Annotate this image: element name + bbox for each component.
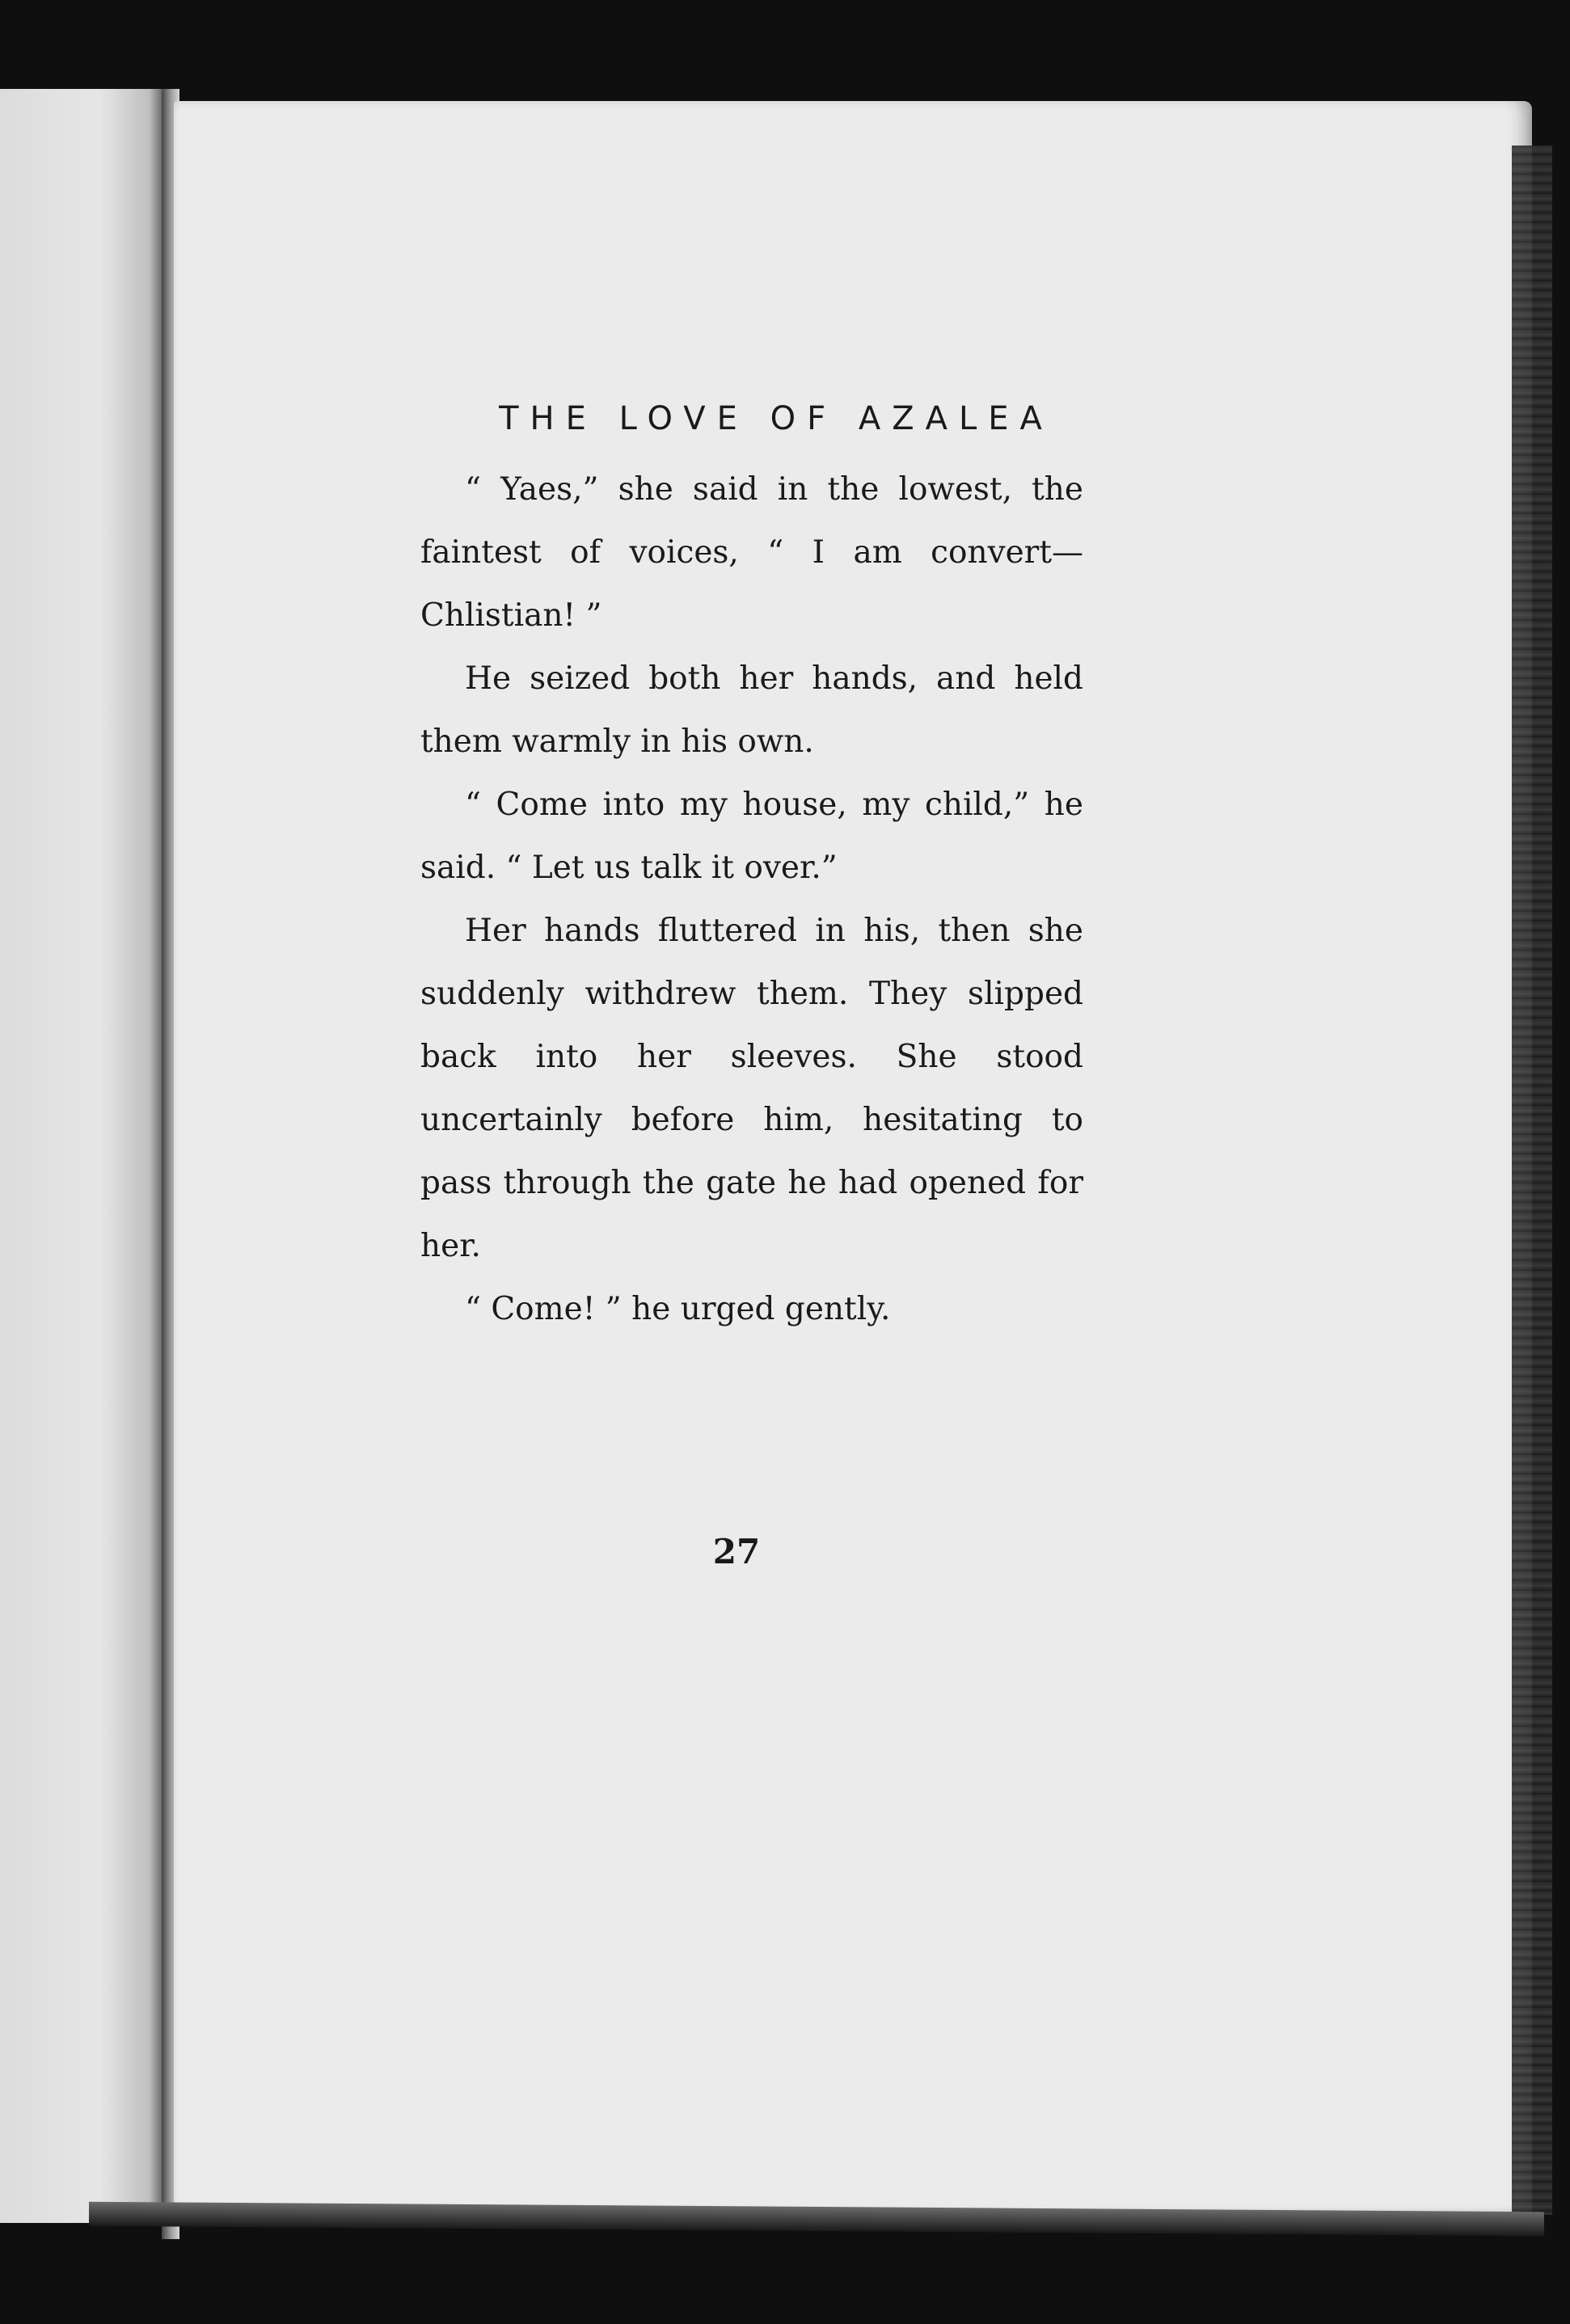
- paragraph: Her hands fluttered in his, then she suddenly withdrew them. They slipped back into her sleeves. She stood uncertainly before him, hesitating to pass through the gate he had opened for her.: [420, 913, 1083, 1264]
- page-text-block: [420, 400, 1083, 1341]
- left-page-edge: [0, 89, 166, 2223]
- running-head: THE LOVE OF AZALEA: [499, 400, 1053, 437]
- paragraph: “ Come! ” he urged gently.: [465, 1291, 891, 1327]
- page-fore-edge: [1512, 146, 1552, 2215]
- paragraph: He seized both her hands, and held them warmly in his own.: [420, 660, 1083, 760]
- paragraph: “ Yaes,” she said in the lowest, the faintest of voices, “ I am convert—Chlistian! ”: [420, 471, 1083, 634]
- paragraph: “ Come into my house, my child,” he said. “ Let us talk it over.”: [420, 787, 1083, 886]
- page-number: 27: [712, 1532, 761, 1571]
